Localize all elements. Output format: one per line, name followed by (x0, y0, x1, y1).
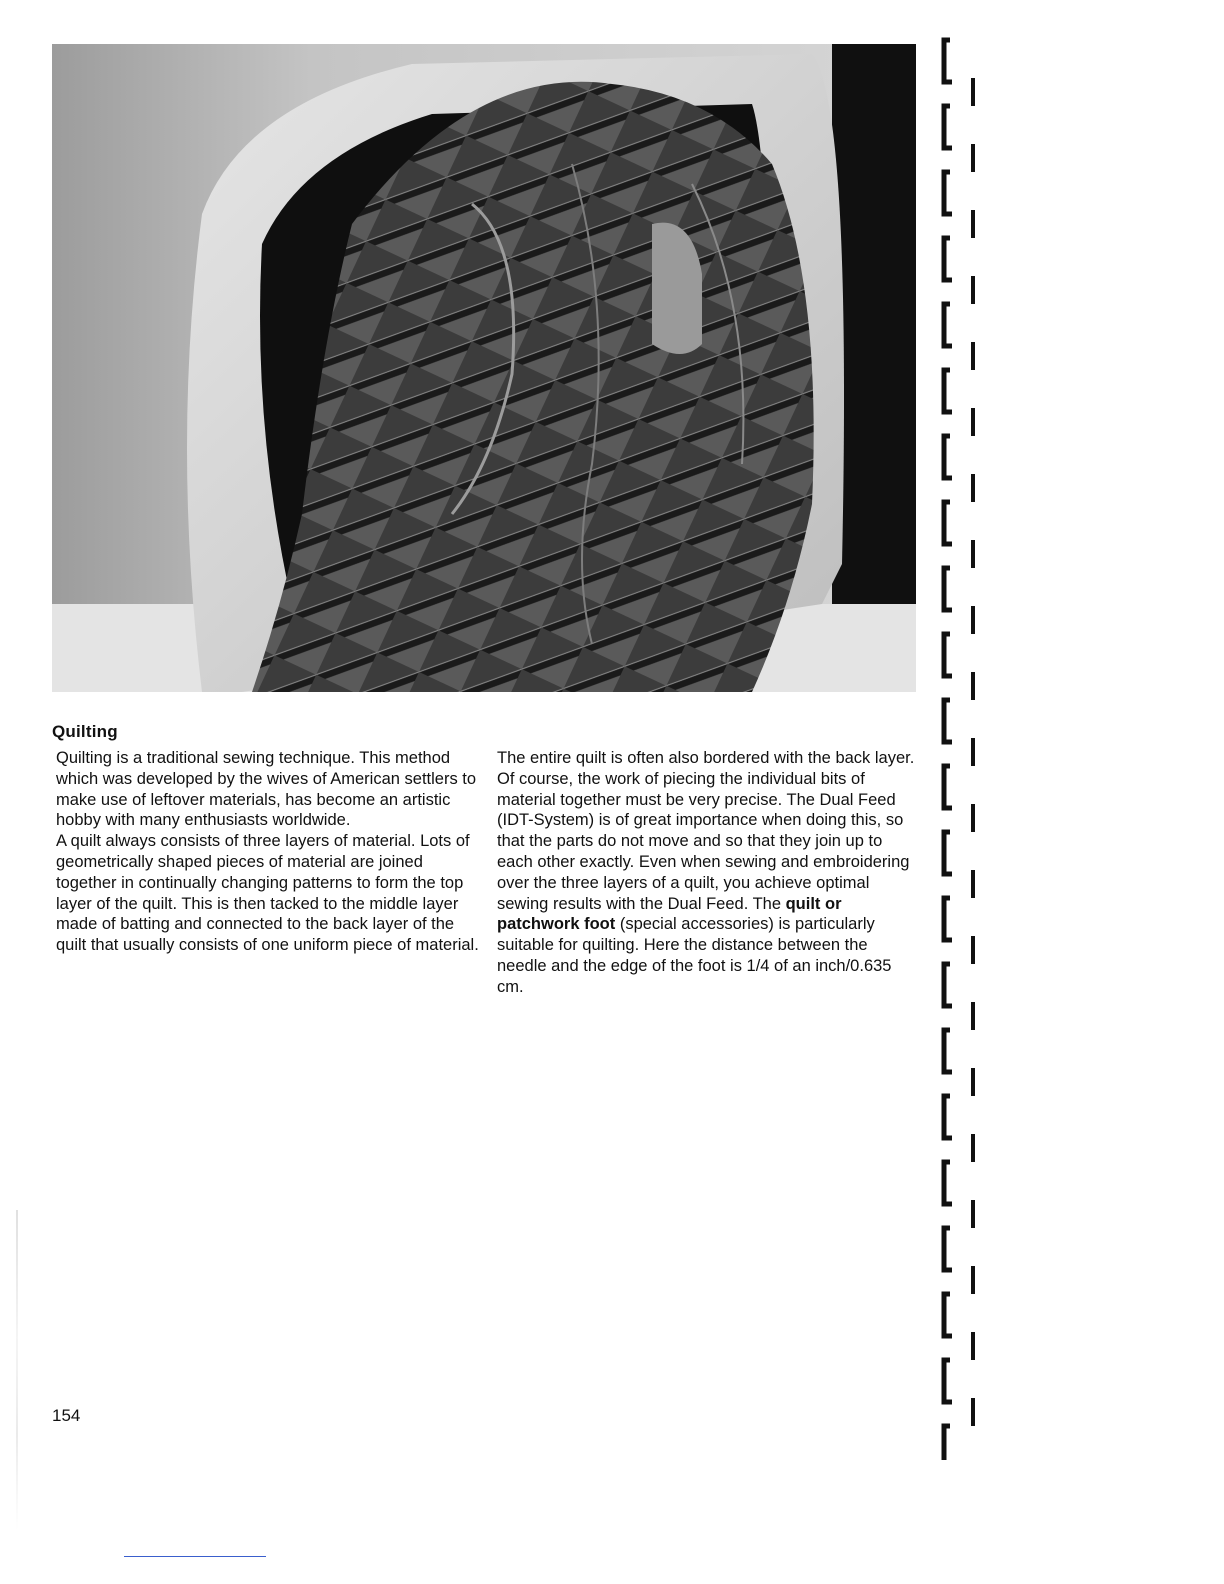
binding-bracket (944, 370, 952, 412)
page-number: 154 (52, 1406, 81, 1425)
binding-bracket (944, 1096, 952, 1138)
scan-edge-mark (16, 1210, 18, 1530)
paragraph: Quilting is a traditional sewing technique. This method which was developed by the wives of American settlers to make use of leftover materials, has become an artistic hobby with many enthusiasts worldwide. (56, 749, 477, 830)
binding-bracket (944, 1228, 952, 1270)
binding-bar (971, 408, 975, 436)
binding-bracket (944, 898, 952, 940)
spiral-binding (930, 10, 1000, 1460)
paragraph-text: (special accessories) is particularly suitable for quilting. Here the distance between the needle and the edge of the foot is 1/4 of an inch/0.635 cm. (497, 915, 892, 996)
binding-bracket (944, 634, 952, 676)
binding-bracket (944, 766, 952, 808)
quilt-photo (52, 44, 916, 692)
binding-bar (971, 738, 975, 766)
binding-bar (971, 804, 975, 832)
binding-bar (971, 210, 975, 238)
door-dark-panel (832, 44, 916, 692)
left-text-column (56, 748, 486, 956)
binding-bracket (944, 1294, 952, 1336)
right-text-column (497, 748, 921, 998)
binding-bar (971, 1200, 975, 1228)
binding-bar (971, 606, 975, 634)
binding-bracket (944, 436, 952, 478)
binding-bracket (944, 238, 952, 280)
binding-bar (971, 540, 975, 568)
binding-bracket (944, 1162, 952, 1204)
binding-bracket (944, 700, 952, 742)
paragraph-text: The entire quilt is often also bordered with the back layer. Of course, the work of piecing the individual bits of material together must be very precise. The Dual Feed (IDT-System) is of great importance when doing this, so that the parts do not move and so that they join up to each other exactly. Even when sewing and embroidering over the three layers of a quilt, you achieve optimal sewing results with the Dual Feed. The (497, 749, 915, 913)
binding-bracket (944, 106, 952, 148)
binding-bar (971, 1398, 975, 1426)
binding-bar (971, 276, 975, 304)
binding-bar (971, 1068, 975, 1096)
binding-bar (971, 144, 975, 172)
binding-bracket (944, 964, 952, 1006)
binding-bracket (944, 568, 952, 610)
binding-bracket (944, 172, 952, 214)
paragraph: A quilt always consists of three layers of material. Lots of geometrically shaped pieces of material are joined together in continually changing patterns to form the top layer of the quilt. This is then tacked to the middle layer made of batting and connected to the back layer of the quilt that usually consists of one uniform piece of material. (56, 832, 479, 955)
binding-bar (971, 342, 975, 370)
binding-bar (971, 78, 975, 106)
binding-bracket (944, 40, 952, 82)
binding-bracket (944, 1030, 952, 1072)
binding-bar (971, 936, 975, 964)
binding-bar (971, 870, 975, 898)
binding-bracket (944, 304, 952, 346)
binding-bracket (944, 832, 952, 874)
binding-bar (971, 1266, 975, 1294)
binding-bar (971, 474, 975, 502)
binding-bracket (944, 502, 952, 544)
bold-term-quilt-foot: quilt or patchwork foot (497, 894, 842, 934)
binding-bar (971, 1134, 975, 1162)
section-heading: Quilting (52, 722, 118, 741)
quilt-photo-illustration (52, 44, 916, 692)
binding-bar (971, 1002, 975, 1030)
scan-rule-line (124, 1556, 266, 1557)
binding-bar (971, 672, 975, 700)
binding-bar (971, 1332, 975, 1360)
binding-bracket (944, 1426, 952, 1460)
binding-bracket (944, 1360, 952, 1402)
paragraph (497, 748, 921, 998)
